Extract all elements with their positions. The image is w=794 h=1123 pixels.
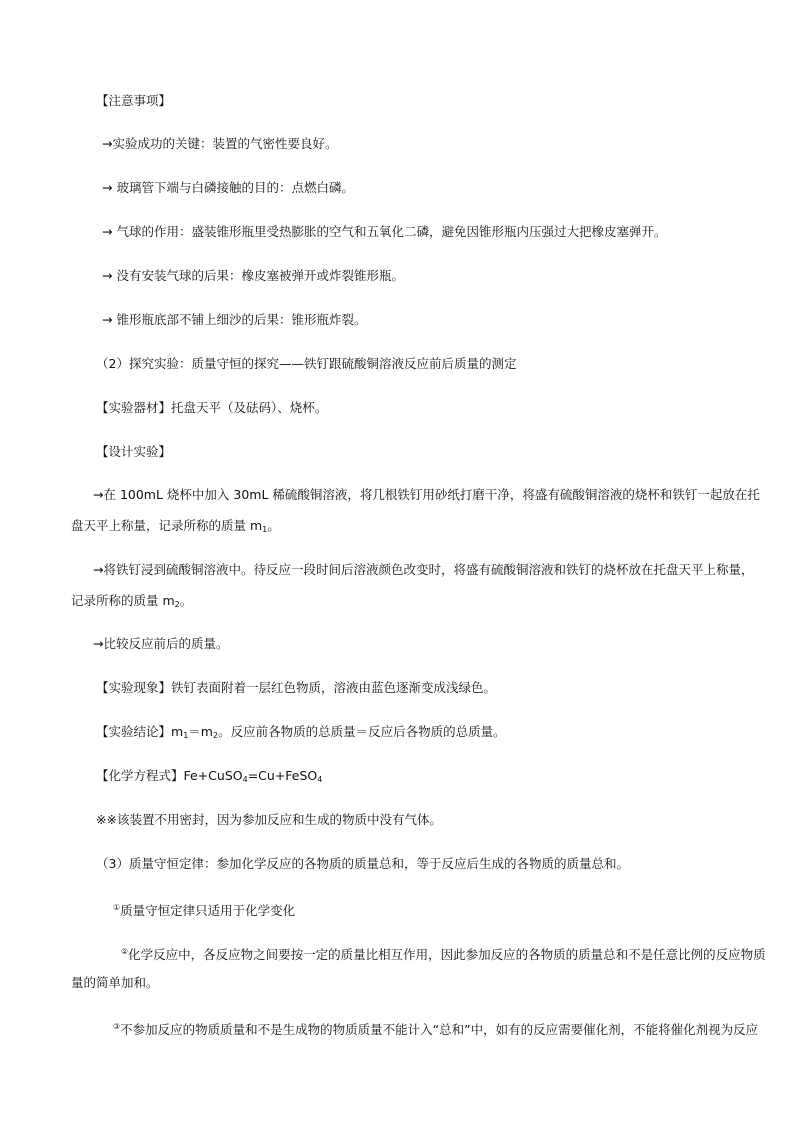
experiment-conclusion: 【实验结论】$m_1=m_2$。反应前各物质的总质量＝反应后各物质的总质量。 bbox=[96, 724, 506, 740]
point-marker-2: ② bbox=[121, 947, 129, 956]
law-of-conservation: （3）质量守恒定律：参加化学反应的各物质的质量总和，等于反应后生成的各物质的质量总和。 bbox=[96, 856, 629, 871]
section-heading-design: 【设计实验】 bbox=[96, 444, 172, 459]
point-marker-3: ③ bbox=[113, 1022, 121, 1031]
design-step-2-line-2: 记录所称的质量 $m_2$。 bbox=[71, 593, 193, 609]
note-no-seal: ※※该装置不用密封，因为参加反应和生成的物质中没有气体。 bbox=[96, 812, 442, 827]
law-point-1: ①质量守恒定律只适用于化学变化 bbox=[113, 903, 296, 919]
design-step-2-line-1: →将铁钉浸到硫酸铜溶液中。待反应一段时间后溶液颜色改变时，将盛有硫酸铜溶液和铁钉的烧杯放在托盘天平上称量， bbox=[93, 562, 754, 577]
note-balloon-function: → 气球的作用：盛装锥形瓶里受热膨胀的空气和五氧化二磷，避免因锥形瓶内压强过大把橡皮塞弹开。 bbox=[102, 224, 667, 239]
law-point-2-line-2: 量的简单加和。 bbox=[71, 975, 159, 990]
law-point-3: ③不参加反应的物质质量和不是生成物的物质质量不能计入“总和”中，如有的反应需要催化剂，不能将催化剂视为反应 bbox=[113, 1022, 759, 1038]
law-point-2-line-1: ②化学反应中，各反应物之间要按一定的质量比相互作用，因此参加反应的各物质的质量总和不是任意比例的反应物质 bbox=[121, 947, 766, 963]
experiment-phenomenon: 【实验现象】铁钉表面附着一层红色物质，溶液由蓝色逐渐变成浅绿色。 bbox=[96, 680, 497, 695]
section-heading-notes: 【注意事项】 bbox=[96, 93, 172, 108]
chemical-equation: 【化学方程式】Fe+CuSO$_4$=Cu+FeSO$_4$ bbox=[96, 768, 323, 784]
note-no-sand-consequence: → 锥形瓶底部不铺上细沙的后果：锥形瓶炸裂。 bbox=[102, 312, 367, 327]
experiment-title: （2）探究实验：质量守恒的探究——铁钉跟硫酸铜溶液反应前后质量的测定 bbox=[96, 356, 517, 371]
design-step-1-line-2: 盘天平上称量，记录所称的质量 $m_1$。 bbox=[71, 518, 280, 534]
note-no-balloon-consequence: → 没有安装气球的后果：橡皮塞被弹开或炸裂锥形瓶。 bbox=[102, 268, 404, 283]
point-marker-1: ① bbox=[113, 903, 121, 912]
experiment-equipment: 【实验器材】托盘天平（及砝码）、烧杯。 bbox=[96, 400, 328, 415]
note-key-to-success: →实验成功的关键：装置的气密性要良好。 bbox=[102, 136, 338, 151]
note-glass-tube-purpose: → 玻璃管下端与白磷接触的目的：点燃白磷。 bbox=[102, 180, 354, 195]
design-step-3: →比较反应前后的质量。 bbox=[93, 636, 229, 651]
design-step-1-line-1: →在 100mL 烧杯中加入 30mL 稀硫酸铜溶液，将几根铁钉用砂纸打磨干净，将盛有硫酸铜溶液的烧杯和铁钉一起放在托 bbox=[93, 487, 760, 502]
